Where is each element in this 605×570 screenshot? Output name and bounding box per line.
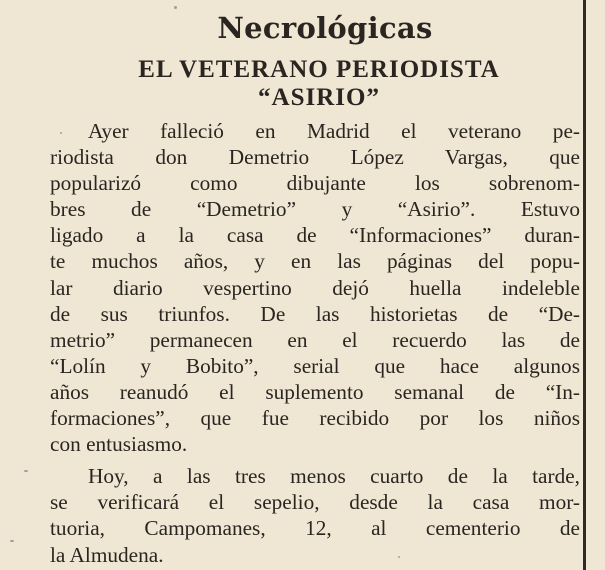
paragraph-2 bbox=[50, 463, 580, 567]
obituary-column bbox=[50, 8, 580, 568]
text-line: la Almudena. bbox=[50, 542, 164, 567]
headline-line-2: “ASIRIO” bbox=[258, 84, 380, 111]
text-line: te muchos años, y en las páginas del popu- bbox=[50, 249, 580, 274]
print-speck bbox=[60, 132, 62, 134]
article-headline bbox=[50, 56, 580, 112]
text-line: Hoy, a las tres menos cuarto de la tarde, bbox=[88, 464, 580, 489]
text-line: riodista don Demetrio López Vargas, que bbox=[50, 145, 580, 170]
text-line: popularizó como dibujante los sobrenom- bbox=[50, 171, 580, 196]
print-speck bbox=[174, 6, 177, 9]
text-line: ligado a la casa de “Informaciones” duran- bbox=[50, 223, 580, 248]
paragraph-1 bbox=[50, 118, 580, 457]
text-line: con entusiasmo. bbox=[50, 432, 188, 457]
text-line: tuoria, Campomanes, 12, al cementerio de bbox=[50, 516, 580, 541]
print-speck bbox=[24, 470, 28, 472]
text-line: de sus triunfos. De las historietas de “De- bbox=[50, 301, 580, 326]
print-speck bbox=[10, 540, 14, 542]
text-line: Ayer falleció en Madrid el veterano pe- bbox=[88, 119, 580, 143]
text-line: se verificará el sepelio, desde la casa mor- bbox=[50, 490, 580, 515]
text-line: bres de “Demetrio” y “Asirio”. Estuvo bbox=[50, 197, 580, 222]
text-line: lar diario vespertino dejó huella indeleble bbox=[50, 275, 580, 300]
text-line: formaciones”, que fue recibido por los niños bbox=[50, 406, 580, 431]
text-line: años reanudó el suplemento semanal de “In- bbox=[50, 379, 580, 404]
text-line: “Lolín y Bobito”, serial que hace algunos bbox=[50, 353, 580, 378]
section-title: Necrológicas bbox=[217, 11, 433, 45]
column-rule bbox=[583, 0, 586, 570]
article-body bbox=[50, 118, 580, 568]
print-speck bbox=[398, 556, 400, 558]
headline-line-1: EL VETERANO PERIODISTA bbox=[138, 56, 500, 83]
text-line: metrio” permanecen en el recuerdo las de bbox=[50, 327, 580, 352]
